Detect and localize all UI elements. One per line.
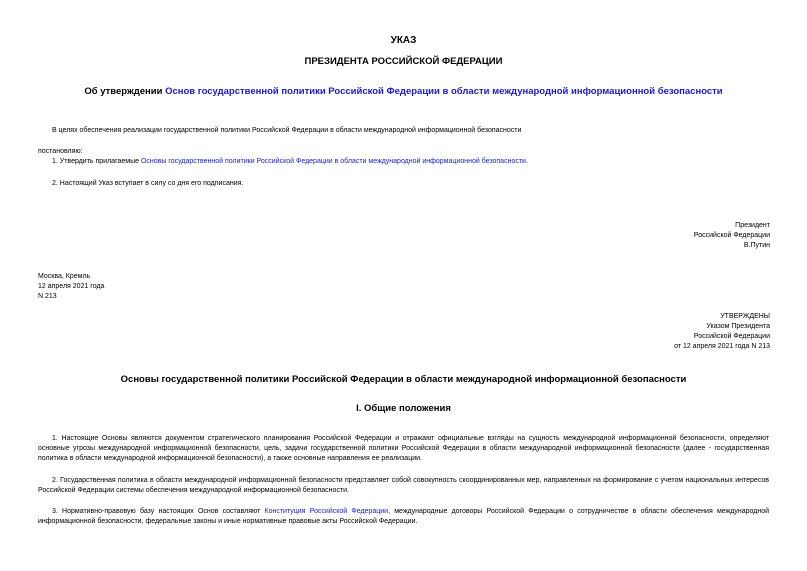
- place-date-block: [38, 272, 238, 302]
- document-title: Основы государственной политики Российской Федерации в области международной информационной безопасности: [120, 374, 687, 385]
- decree-number: N 213: [38, 293, 57, 300]
- item-1-suffix: .: [525, 158, 528, 165]
- approved-line-4: от 12 апреля 2021 года N 213: [674, 343, 770, 350]
- item-1-prefix: 1. Утвердить прилагаемые: [52, 158, 141, 165]
- decree-title-link[interactable]: Основ государственной политики Российской Федерации в области международной информационной безопасности: [165, 86, 723, 97]
- approved-block: [550, 312, 770, 352]
- ukaz-heading: УКАЗ: [390, 35, 417, 46]
- preamble: В целях обеспечения реализации государственной политики Российской Федерации в области международной информационной безопасности: [52, 127, 522, 134]
- approved-line-2: Указом Президента: [706, 323, 770, 330]
- paragraph-3: [38, 507, 769, 527]
- constitution-link[interactable]: Конституция Российской Федерации: [264, 508, 389, 515]
- approved-line-1: УТВЕРЖДЕНЫ: [720, 313, 770, 320]
- paragraph-2: 2. Государственная политика в области международной информационной безопасности представляет собой совокупность скоординированных мер, направленных на формирование с учетом национальных интересов Российской Федерации системы обеспечения международной информационной безопасности.: [38, 477, 769, 494]
- item-2: 2. Настоящий Указ вступает в силу со дня его подписания.: [52, 180, 244, 187]
- decree-title-prefix: Об утверждении: [84, 86, 166, 97]
- date: 12 апреля 2021 года: [38, 283, 105, 290]
- postanovlyayu: постановляю:: [38, 148, 83, 155]
- paragraph-1: 1. Настоящие Основы являются документом стратегического планирования Российской Федерации и отражают официальные взгляды на сущность международной информационной безопасности, определяют основные угрозы международной информационной безопасности, цель, задачи государственной политики Российской Федерации в области международной информационной безопасности (далее - государственная политика в области международной информационной безопасности), а также основные направления ее реализации.: [38, 435, 769, 462]
- signature-title: Президент: [735, 222, 770, 229]
- place: Москва, Кремль: [38, 273, 91, 280]
- item-1: [52, 157, 772, 167]
- paragraph-3-suffix: , международные договоры Российской Федерации о сотрудничестве в области обеспечения международной информационной безопасности, федеральные законы и иные нормативные правовые акты Российской Федерации.: [38, 508, 769, 525]
- section-heading: I. Общие положения: [356, 403, 451, 414]
- president-heading: ПРЕЗИДЕНТА РОССИЙСКОЙ ФЕДЕРАЦИИ: [304, 56, 503, 67]
- signature-block: [570, 221, 770, 251]
- decree-title: [0, 86, 807, 97]
- paragraph-3-prefix: 3. Нормативно-правовую базу настоящих Основ составляют: [52, 508, 265, 515]
- item-1-link[interactable]: Основы государственной политики Российской Федерации в области международной информационной безопасности: [140, 158, 526, 165]
- signature-country: Российской Федерации: [693, 232, 770, 239]
- approved-line-3: Российской Федерации: [693, 333, 770, 340]
- signature-name: В.Путин: [743, 242, 770, 249]
